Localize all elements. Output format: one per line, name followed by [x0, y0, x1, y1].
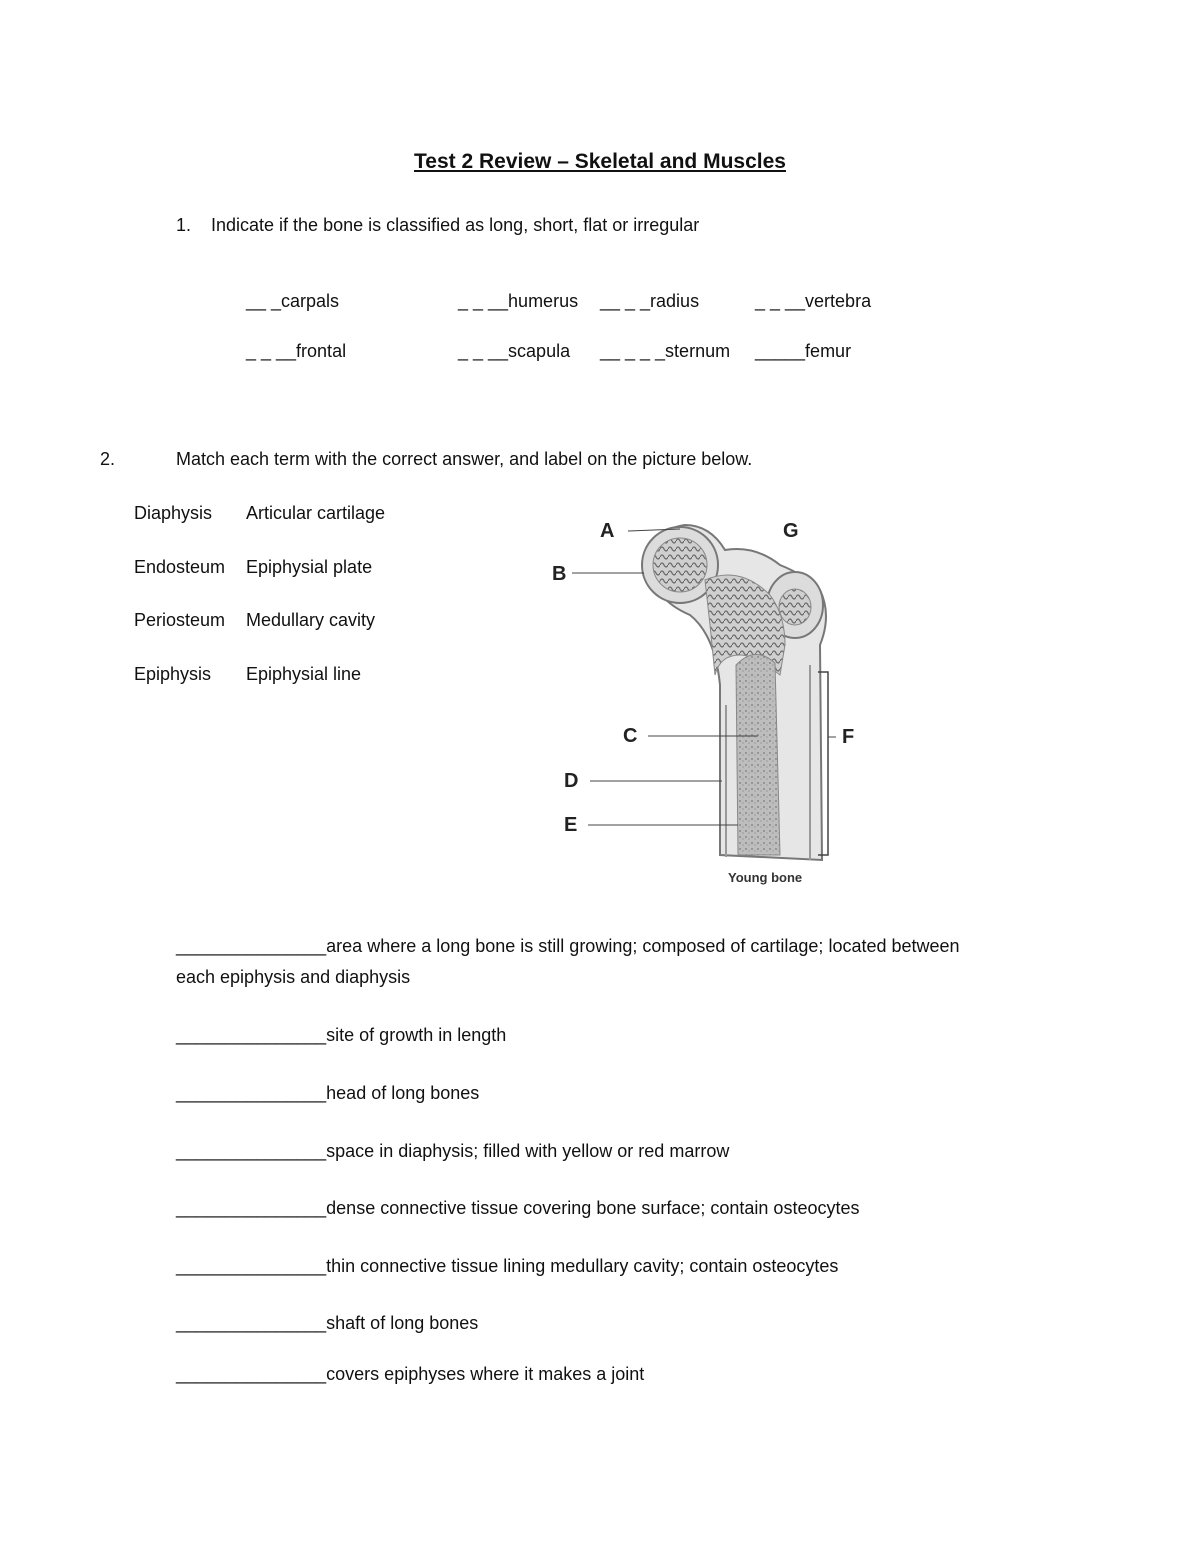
blank-radius[interactable]: __ _ _radius — [600, 291, 700, 311]
definition-1[interactable]: _______________area where a long bone is still growing; composed of cartilage; located between each epiphysis and diaphysis — [176, 936, 960, 987]
definition-3[interactable]: _______________head of long bones — [176, 1083, 480, 1103]
term-epiphysial-line: Epiphysial line — [246, 664, 362, 684]
label-g: G — [783, 520, 799, 542]
blank-frontal[interactable]: _ _ __frontal — [246, 341, 347, 361]
term-articular-cartilage: Articular cartilage — [246, 503, 386, 523]
label-b: B — [552, 563, 567, 585]
question-2-number: 2. — [100, 449, 116, 469]
definition-4[interactable]: _______________space in diaphysis; filled with yellow or red marrow — [176, 1141, 730, 1161]
label-c: C — [623, 725, 638, 747]
label-a: A — [600, 520, 615, 542]
blank-humerus[interactable]: _ _ __humerus — [458, 291, 579, 311]
term-epiphysis: Epiphysis — [134, 664, 212, 684]
question-1-number: 1. — [176, 215, 192, 235]
definition-5[interactable]: _______________dense connective tissue covering bone surface; contain osteocytes — [176, 1198, 860, 1218]
definition-8[interactable]: _______________covers epiphyses where it makes a joint — [176, 1364, 645, 1384]
blank-carpals[interactable]: __ _carpals — [246, 291, 340, 311]
page-title: Test 2 Review – Skeletal and Muscles — [414, 150, 786, 173]
label-d: D — [564, 770, 579, 792]
term-epiphysial-plate: Epiphysial plate — [246, 557, 373, 577]
definition-2[interactable]: _______________site of growth in length — [176, 1025, 507, 1045]
blank-scapula[interactable]: _ _ __scapula — [458, 341, 571, 361]
blank-femur[interactable]: _____femur — [755, 341, 852, 361]
term-diaphysis: Diaphysis — [134, 503, 213, 523]
label-e: E — [564, 814, 578, 836]
term-periosteum: Periosteum — [134, 610, 226, 630]
label-f: F — [842, 726, 855, 748]
term-medullary-cavity: Medullary cavity — [246, 610, 376, 630]
medullary-cavity — [736, 654, 780, 855]
question-2-prompt: Match each term with the correct answer, and label on the picture below. — [176, 449, 753, 469]
definition-6[interactable]: _______________thin connective tissue lining medullary cavity; contain osteocytes — [176, 1256, 839, 1276]
young-bone-diagram — [540, 505, 880, 895]
blank-vertebra[interactable]: _ _ __vertebra — [755, 291, 872, 311]
term-endosteum: Endosteum — [134, 557, 226, 577]
question-1-prompt: Indicate if the bone is classified as long, short, flat or irregular — [211, 215, 700, 235]
blank-sternum[interactable]: __ _ _ _sternum — [600, 341, 731, 361]
definition-7[interactable]: _______________shaft of long bones — [176, 1313, 479, 1333]
diagram-caption: Young bone — [728, 870, 803, 885]
